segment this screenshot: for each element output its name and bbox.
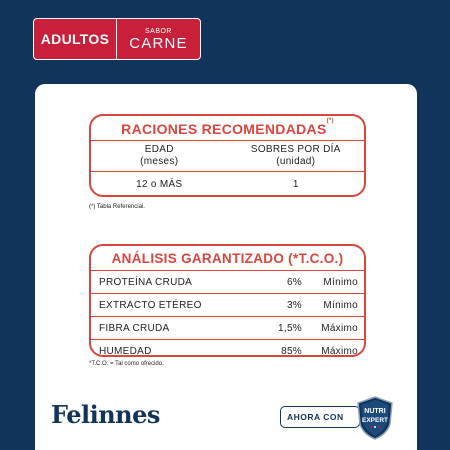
raciones-header-row (91, 141, 364, 172)
raciones-value-edad: 12 o MÁS (136, 179, 183, 190)
analisis-row (91, 271, 364, 294)
raciones-title-text: RACIONES RECOMENDADAS (121, 121, 327, 137)
raciones-title-sup: (*) (326, 118, 334, 124)
ahora-con-label: AHORA CON (280, 406, 360, 428)
raciones-col-sobres (228, 141, 365, 171)
raciones-col-edad (91, 141, 228, 171)
analisis-row (91, 317, 364, 340)
analisis-row-pct: 85% (281, 346, 302, 357)
raciones-table (89, 114, 366, 197)
felinnes-logo: Felinnes (51, 400, 160, 429)
raciones-col-sobres-line1: SOBRES POR DÍA (250, 144, 341, 155)
raciones-title (91, 116, 364, 141)
info-card (35, 84, 417, 450)
analisis-row-name: EXTRACTO ETÉREO (99, 300, 202, 311)
raciones-value-sobres: 1 (292, 179, 299, 190)
badge-sabor-label: SABOR (144, 27, 172, 35)
analisis-row-name: FIBRA CRUDA (99, 323, 170, 334)
badge-sabor-value: CARNE (129, 34, 188, 52)
analisis-row-pct: 3% (286, 300, 302, 311)
analisis-note: *T.C.O. = Tal como ofrecido. (89, 361, 164, 367)
analisis-row-pct: 1,5% (278, 323, 302, 334)
flavor-badge (33, 18, 201, 60)
shield-line1: NUTRI (364, 408, 386, 415)
analisis-row-limit: Máximo (321, 323, 358, 334)
analisis-row (91, 340, 364, 362)
analisis-row-pct: 6% (286, 277, 302, 288)
analisis-row-limit: Máximo (321, 346, 358, 357)
badge-sabor (117, 19, 200, 59)
raciones-col-edad-line2: (meses) (140, 156, 179, 167)
analisis-table (89, 244, 366, 357)
analisis-row-name: HUMEDAD (99, 346, 152, 357)
analisis-title: ANÁLISIS GARANTIZADO (*T.C.O.) (91, 246, 364, 271)
raciones-col-sobres-line2: (unidad) (276, 156, 316, 167)
analisis-row-limit: Mínimo (323, 277, 358, 288)
analisis-row-limit: Mínimo (323, 300, 358, 311)
shield-line2: EXPERT (361, 417, 389, 424)
raciones-note: (*) Tabla Referencial. (89, 204, 145, 210)
raciones-value-row (91, 172, 364, 197)
badge-adultos: ADULTOS (34, 19, 117, 59)
analisis-row (91, 294, 364, 317)
analisis-row-name: PROTEÍNA CRUDA (99, 277, 193, 288)
raciones-col-edad-line1: EDAD (144, 144, 174, 155)
nutri-expert-shield-icon (355, 396, 395, 440)
